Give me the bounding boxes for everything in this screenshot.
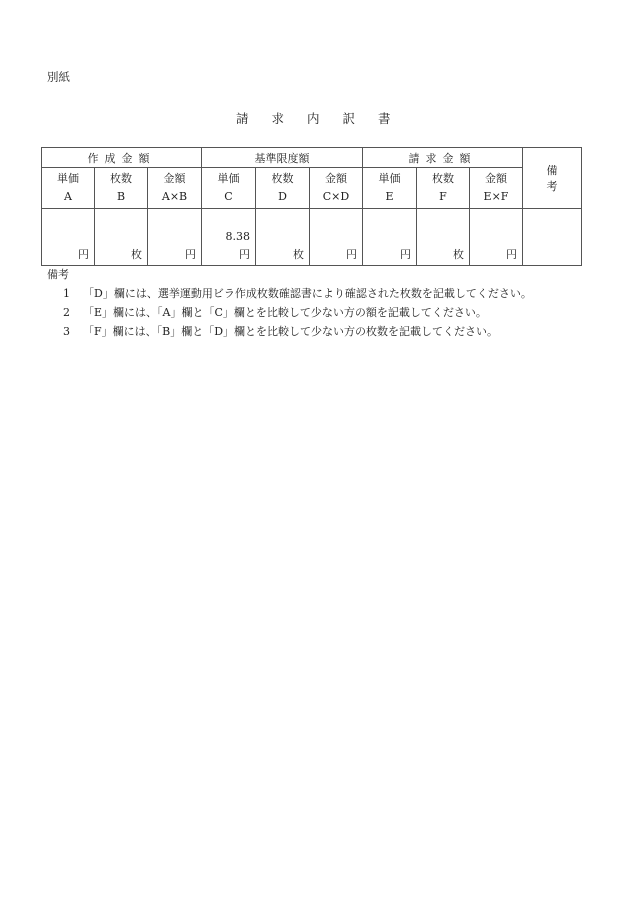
column-header-b (95, 168, 148, 209)
unit-label: 円 (346, 248, 357, 261)
unit-label: 枚 (453, 248, 464, 261)
column-code: C×D (322, 190, 350, 203)
cell-d[interactable] (256, 209, 310, 266)
cell-e[interactable] (363, 209, 417, 266)
unit-label: 枚 (293, 248, 304, 261)
column-name: 枚数 (432, 172, 454, 185)
column-name: 金額 (325, 172, 347, 185)
note-item (63, 322, 532, 341)
column-name: 単価 (378, 172, 401, 185)
column-name: 金額 (163, 172, 186, 185)
notes-heading: 備考 (47, 268, 69, 281)
notes-section (47, 265, 532, 341)
cell-exf[interactable] (470, 209, 523, 266)
title-char: 書 (378, 111, 391, 126)
column-name: 枚数 (271, 172, 294, 185)
note-text: 「D」欄には、選挙運動用ビラ作成枚数確認書により確認された枚数を記載してください。 (83, 287, 532, 300)
note-text: 「E」欄には、「A」欄と「C」欄とを比較して少ない方の額を記載してください。 (83, 306, 487, 319)
note-text: 「F」欄には、「B」欄と「D」欄とを比較して少ない方の枚数を記載してください。 (83, 325, 499, 338)
cell-cxd[interactable] (310, 209, 363, 266)
unit-label: 枚 (131, 248, 142, 261)
remarks-header: 備 考 (523, 148, 582, 209)
group-header-production: 作成金額 (42, 148, 202, 168)
unit-label: 円 (400, 248, 411, 261)
column-code: F (439, 190, 447, 203)
title-char: 請 (236, 111, 249, 126)
note-item (63, 284, 532, 303)
title-char: 求 (271, 111, 285, 126)
note-number: 3 (63, 325, 70, 338)
column-code: D (278, 190, 287, 203)
note-number: 2 (63, 306, 70, 319)
column-header-axb (148, 168, 202, 209)
column-header-d (256, 168, 310, 209)
cell-c[interactable] (202, 209, 256, 266)
unit-label: 円 (78, 248, 89, 261)
unit-label: 円 (506, 248, 517, 261)
column-code: C (224, 190, 233, 203)
attachment-label: 別紙 (47, 70, 70, 84)
note-item (63, 303, 532, 322)
note-number: 1 (63, 287, 70, 300)
column-code: E×F (483, 190, 509, 203)
cell-b[interactable] (95, 209, 148, 266)
group-header-limit: 基準限度額 (202, 148, 363, 168)
invoice-breakdown-table (41, 147, 593, 266)
document-title (236, 109, 414, 127)
cell-a[interactable] (42, 209, 95, 266)
column-name: 金額 (485, 172, 507, 185)
column-header-e (363, 168, 417, 209)
column-header-exf (470, 168, 523, 209)
column-code: B (116, 190, 126, 203)
unit-label: 円 (185, 248, 196, 261)
column-header-f (417, 168, 470, 209)
column-code: A (64, 190, 72, 203)
title-char: 訳 (342, 111, 356, 126)
data-row (42, 209, 582, 266)
column-header-cxd (310, 168, 363, 209)
unit-label: 円 (239, 248, 250, 261)
column-name: 枚数 (110, 172, 132, 185)
cell-remarks[interactable] (523, 209, 582, 266)
column-code: A×B (161, 190, 188, 203)
cell-f[interactable] (417, 209, 470, 266)
cell-value: 8.38 (225, 230, 250, 243)
column-name: 単価 (217, 172, 240, 185)
column-header-c (202, 168, 256, 209)
column-header-a (42, 168, 95, 209)
column-header-row (42, 168, 582, 209)
column-name: 単価 (57, 172, 79, 185)
title-char: 内 (307, 111, 320, 126)
column-code: E (385, 190, 394, 203)
group-header-row (42, 148, 582, 168)
cell-axb[interactable] (148, 209, 202, 266)
group-header-claim: 請求金額 (363, 148, 523, 168)
